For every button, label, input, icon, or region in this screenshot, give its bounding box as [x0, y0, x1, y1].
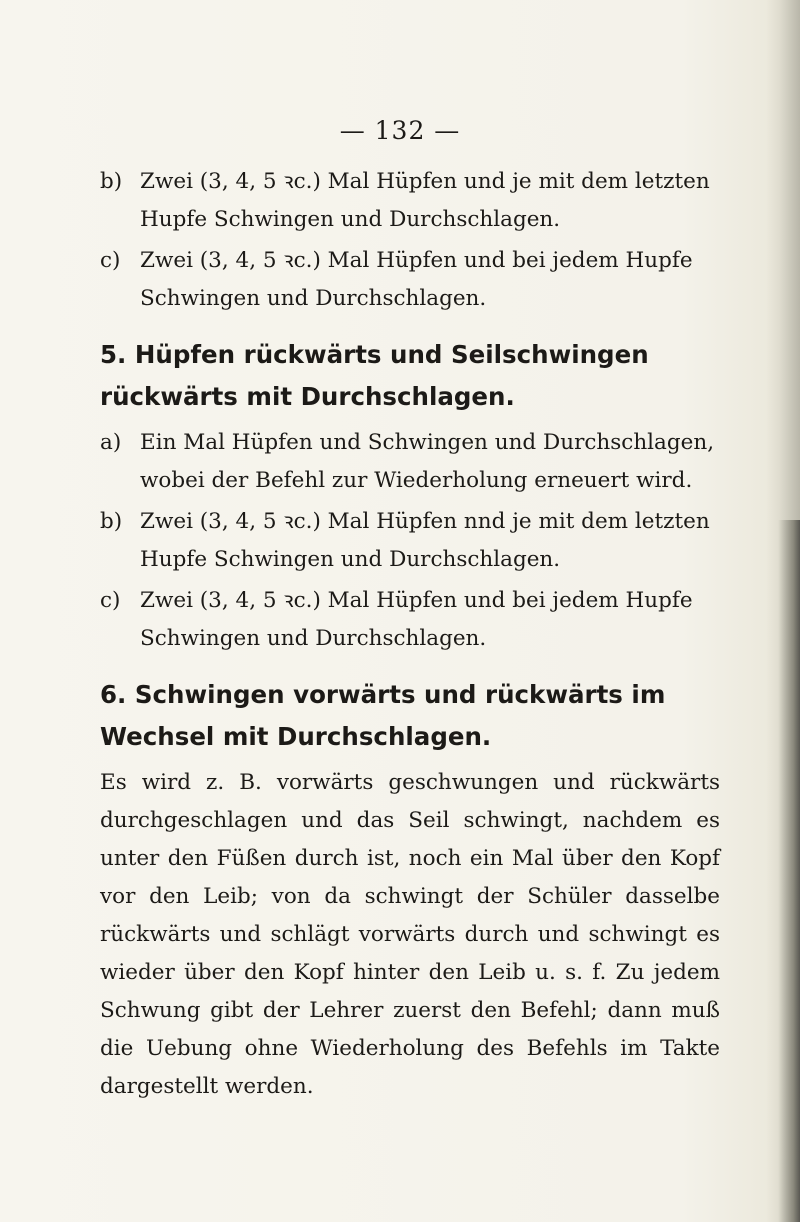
page-content: [100, 163, 720, 1106]
item-text: Zwei (3, 4, 5 ꝛc.) Mal Hüpfen und bei jedem Hupfe Schwingen und Durchschlagen.: [140, 588, 693, 651]
section-heading: 6. Schwingen vorwärts und rückwärts im Wechsel mit Durchschlagen.: [100, 680, 666, 751]
item-text: Zwei (3, 4, 5 ꝛc.) Mal Hüpfen und bei jedem Hupfe Schwingen und Durchschlagen.: [140, 248, 693, 311]
item-marker: a): [100, 430, 122, 455]
page-number: — 132 —: [339, 116, 461, 145]
item-marker: c): [100, 248, 121, 273]
list-item: [100, 163, 720, 239]
body-paragraph: Es wird z. B. vorwärts geschwungen und rückwärts durchgeschlagen und das Seil schwingt, nachdem es unter den Füßen durch ist, noch ein Mal über den Kopf vor den Leib; von da schwingt der Schüler dasselbe rückwärts und schlägt vorwärts durch und schwingt es wieder über den Kopf hinter den Leib u. s. f. Zu jedem Schwung gibt der Lehrer zuerst den Befehl; dann muß die Uebung ohne Wiederholung des Befehls im Takte dargestellt werden.: [100, 770, 720, 1099]
list-item: [100, 242, 720, 318]
item-text: Zwei (3, 4, 5 ꝛc.) Mal Hüpfen und je mit dem letzten Hupfe Schwingen und Durchschlagen.: [140, 169, 710, 232]
item-marker: b): [100, 509, 123, 534]
item-text: Zwei (3, 4, 5 ꝛc.) Mal Hüpfen nnd je mit dem letzten Hupfe Schwingen und Durchschlagen.: [140, 509, 710, 572]
item-marker: c): [100, 588, 121, 613]
list-item: [100, 424, 720, 500]
section-heading: 5. Hüpfen rückwärts und Seilschwingen rückwärts mit Durchschlagen.: [100, 340, 649, 411]
list-item: [100, 582, 720, 658]
item-text: Ein Mal Hüpfen und Schwingen und Durchschlagen, wobei der Befehl zur Wiederholung erneuert wird.: [140, 430, 715, 493]
item-marker: b): [100, 169, 123, 194]
list-item: [100, 503, 720, 579]
page-edge-dark: [778, 520, 800, 1222]
